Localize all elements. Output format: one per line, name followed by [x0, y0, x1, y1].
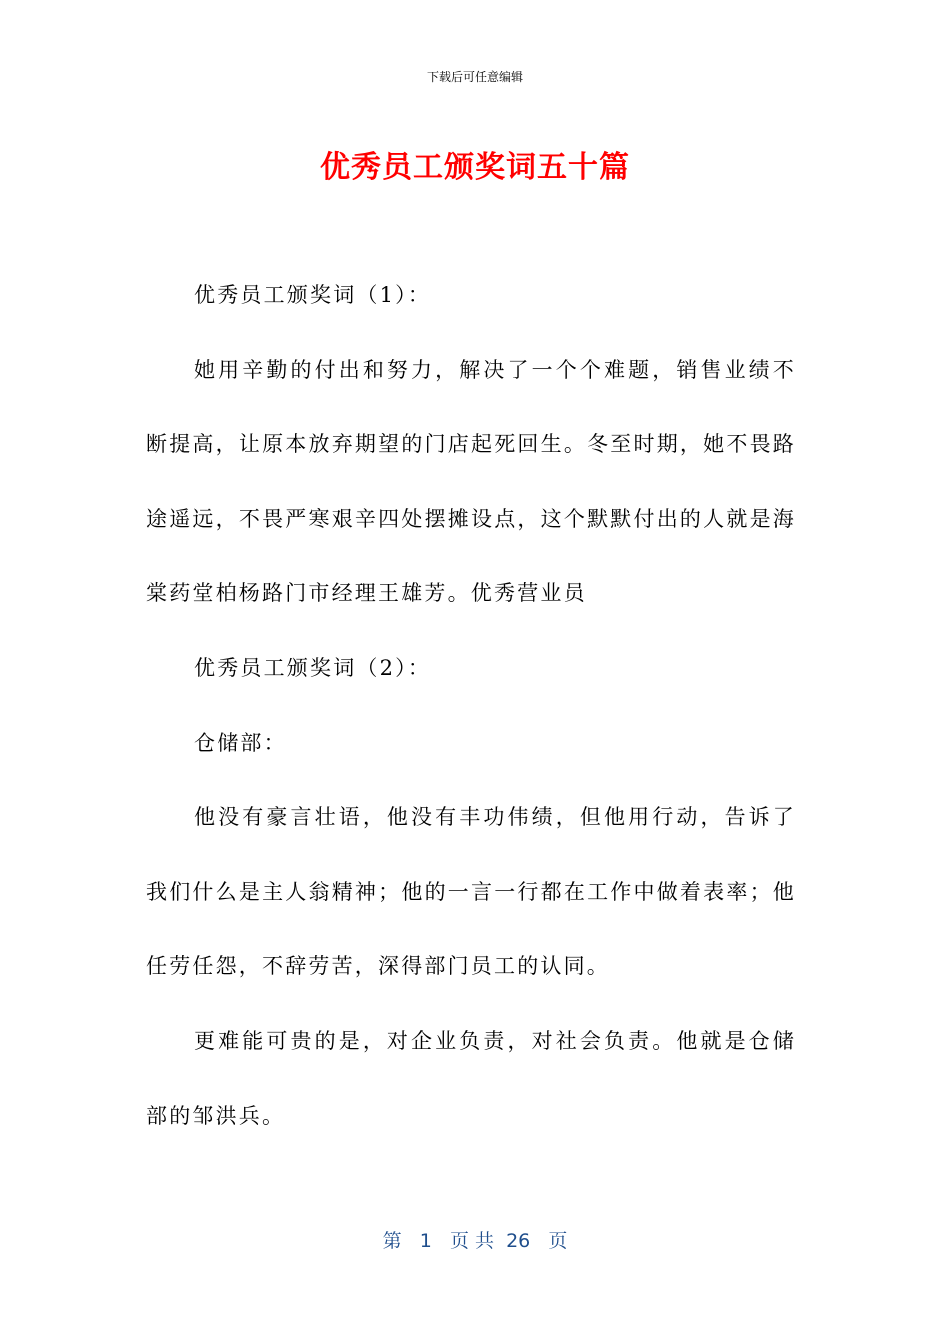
- header-note: 下载后可任意编辑: [426, 70, 523, 84]
- page-footer: [0, 1226, 950, 1253]
- footer-label-ye-gong: 页 共: [449, 1230, 494, 1252]
- footer-total-pages: 26: [506, 1230, 531, 1252]
- footer-current-page: 1: [419, 1230, 432, 1252]
- paragraph-text: 她用辛勤的付出和努力，解决了一个个难题，销售业绩不断提高，让原本放弃期望的门店起死回生。冬至时期，她不畏路途遥远，不畏严寒艰辛四处摆摊设点，这个默默付出的人就是海棠药堂柏杨路门市经理王雄芳。优秀营业员: [146, 357, 796, 606]
- document-body: [146, 258, 796, 1153]
- footer-label-ye: 页: [548, 1230, 568, 1252]
- paragraph-text: 他没有豪言壮语，他没有丰功伟绩，但他用行动，告诉了我们什么是主人翁精神；他的一言一行都在工作中做着表率；他任劳任怨，不辞劳苦，深得部门员工的认同。: [146, 805, 796, 979]
- paragraph-text: 更难能可贵的是，对企业负责，对社会负责。他就是仓储部的邹洪兵。: [146, 1028, 796, 1128]
- document-title: 优秀员工颁奖词五十篇: [320, 150, 630, 185]
- paragraph-heading-2: 优秀员工颁奖词（2）：: [194, 655, 432, 680]
- paragraph-department: 仓储部：: [194, 730, 287, 755]
- footer-label-di: 第: [382, 1230, 402, 1252]
- paragraph-heading-1: 优秀员工颁奖词（1）：: [194, 283, 432, 307]
